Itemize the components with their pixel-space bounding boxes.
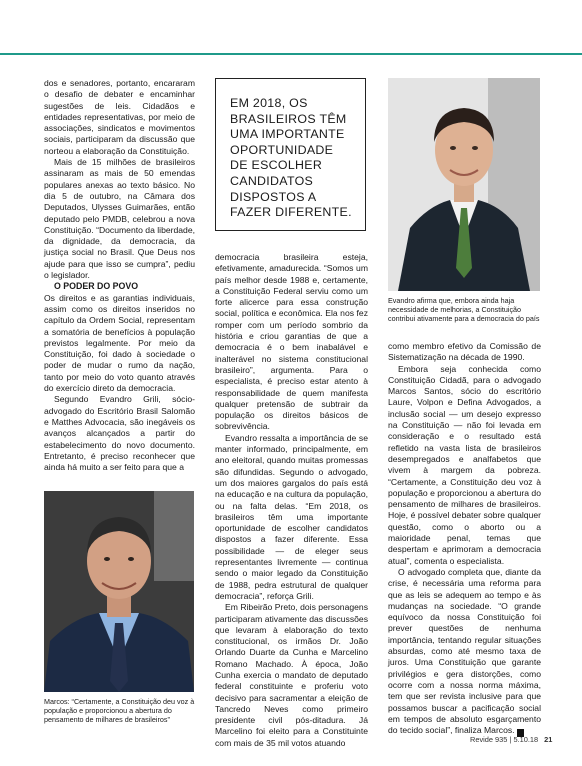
portrait-evandro-illustration (388, 78, 540, 291)
evandro-photo (388, 78, 540, 291)
section-subheading: O PODER DO POVO (54, 281, 139, 292)
paragraph: Em Ribeirão Preto, dois personagens participaram ativamente das discussões que levaram à elaboração do texto constitucional, os irmãos Dr. João Orlando Duarte da Cunha e Marcelino Romano Machado. À época, João Cunha exercia o mandato de deputado federal constituinte e proferiu voto decisivo para sacramentar a eleição de Tancredo Neves como primeiro presidente civil pós-ditadura. Já Marcelino foi eleito para a Constituinte com mais de 35 mil votos atuando (215, 602, 368, 748)
top-rule (0, 53, 582, 55)
issue-date: 5.10.18 (513, 735, 539, 744)
article-column-3 (388, 341, 541, 737)
paragraph: democracia brasileira esteja, efetivamente, amadurecida. “Somos um país melhor desde 1988 e, certamente, a Constituição Federal serviu como um forte alicerce para essa construção social, política e econômica. Ela nos fez romper com um período sombrio da história e criou garantias de que a democracia é o bem inabalável e inalterável no sistema constitucional brasileiro”, argumenta. Para o especialista, é preciso estar atento à responsabilidade de quem manifesta qualquer pretensão de subtrair da população os direitos básicos de sobrevivência. (215, 252, 368, 432)
paragraph: Embora seja conhecida como Constituição Cidadã, para o advogado Marcos Santos, sócio do escritório Laure, Volpon e Defina Advogados, a inclusão social — um desejo expresso na Constituição — não foi levada em consideração e o resultado está refletido na vasta lista de brasileiros desempregados e analfabetos que vivem à margem da pobreza. “Certamente, a Constituição deu voz à população e proporcionou a abertura do pensamento de milhares de brasileiros. Hoje, é possível debater sobre qualquer questão, como o aborto ou a maioridade penal, temas que despertam e aprimoram a democracia atual”, comenta o especialista. (388, 363, 541, 566)
footer-separator: | (509, 735, 514, 744)
paragraph: Evandro ressalta a importância de se manter informado, principalmente, em ano eleitoral, quando muitas promessas são difundidas. Segundo o advogado, um dos maiores gargalos do país está na educação e na cultura da população, ou na falta delas. “Em 2018, os brasileiros têm uma importante oportunidade de escolher candidatos dispostos a fazer diferente. Essa possibilidade — de eleger seus representantes livremente — continua sendo o maior legado da Constituição de 1988, pedra estrutural de qualquer democracia”, reforça Grili. (215, 432, 368, 601)
page-footer (470, 735, 552, 744)
pull-quote: EM 2018, OS BRASILEIROS TÊM UMA IMPORTANTE OPORTUNIDADE DE ESCOLHER CANDIDATOS DISPOSTOS A FAZER DIFERENTE. (215, 78, 366, 231)
photo-caption-marcos: Marcos: “Certamente, a Constituição deu voz à população e proporcionou a abertura do pensamento de milhares de brasileiros” (44, 697, 195, 724)
photo-caption-evandro: Evandro afirma que, embora ainda haja necessidade de melhorias, a Constituição contribui ativamente para a democracia do país (388, 296, 540, 323)
paragraph-text: O advogado completa que, diante da crise, é necessária uma reforma para que as leis se adequem ao tempo e às mudanças na sociedade. “O grande equívoco da nossa Constituição foi prever questões de nenhuma importância, tentando regular situações absurdas, como até mesmo taxa de juros. Uma Constituição que garante privilégios e gera distorções, como ocorre com a nossa norma máxima, tem que ser revista inclusive para que possamos buscar a pacificação social em tempos de absoluto esgarçamento do tecido social”, finaliza Marcos. (388, 566, 541, 736)
paragraph (388, 567, 541, 737)
end-of-article-mark: R (517, 729, 524, 737)
marcos-photo (44, 491, 194, 692)
paragraph: Mais de 15 milhões de brasileiros assinaram as mais de 50 emendas populares anexas ao texto básico. No dia 5 de outubro, na Câmara dos Deputados, Ulysses Guimarães, então deputado pelo PMDB, celebrou a nova Constituição. “Documento da liberdade, da dignidade, da democracia, da justiça social no Brasil. Que Deus nos ajude para que isso se cumpra”, pediu o legislador. (44, 157, 195, 281)
paragraph: dos e senadores, portanto, encararam o desafio de debater e encaminhar sugestões de leis. Cidadãos e entidades representativas, por meio de associações, sindicatos e movimentos sociais, participaram da discussão que norteou a elaboração da Constituição. (44, 78, 195, 156)
page-number: 21 (544, 735, 553, 744)
article-column-2 (215, 252, 368, 749)
magazine-issue: Revide 935 (470, 735, 508, 744)
portrait-marcos-illustration (44, 491, 194, 692)
paragraph: como membro efetivo da Comissão de Sistematização na década de 1990. (388, 341, 541, 363)
article-column-1 (44, 78, 195, 473)
paragraph: Segundo Evandro Grili, sócio-advogado do Escritório Brasil Salomão e Matthes Advocacia, são inegáveis os avanços alcançados a partir do estabelecimento do novo documento. Entretanto, é preciso reconhecer que ainda há muito a ser feito para que a (44, 394, 195, 473)
paragraph: Os direitos e as garantias individuais, assim como os direitos inseridos no capítulo da Ordem Social, representam a somatória de benefícios à população previstos legalmente. Por meio da Constituição, foi dado à sociedade o poder de mudar o rumo da nação, tanto por meio do voto quanto através do exercício direto da democracia. (44, 292, 195, 394)
